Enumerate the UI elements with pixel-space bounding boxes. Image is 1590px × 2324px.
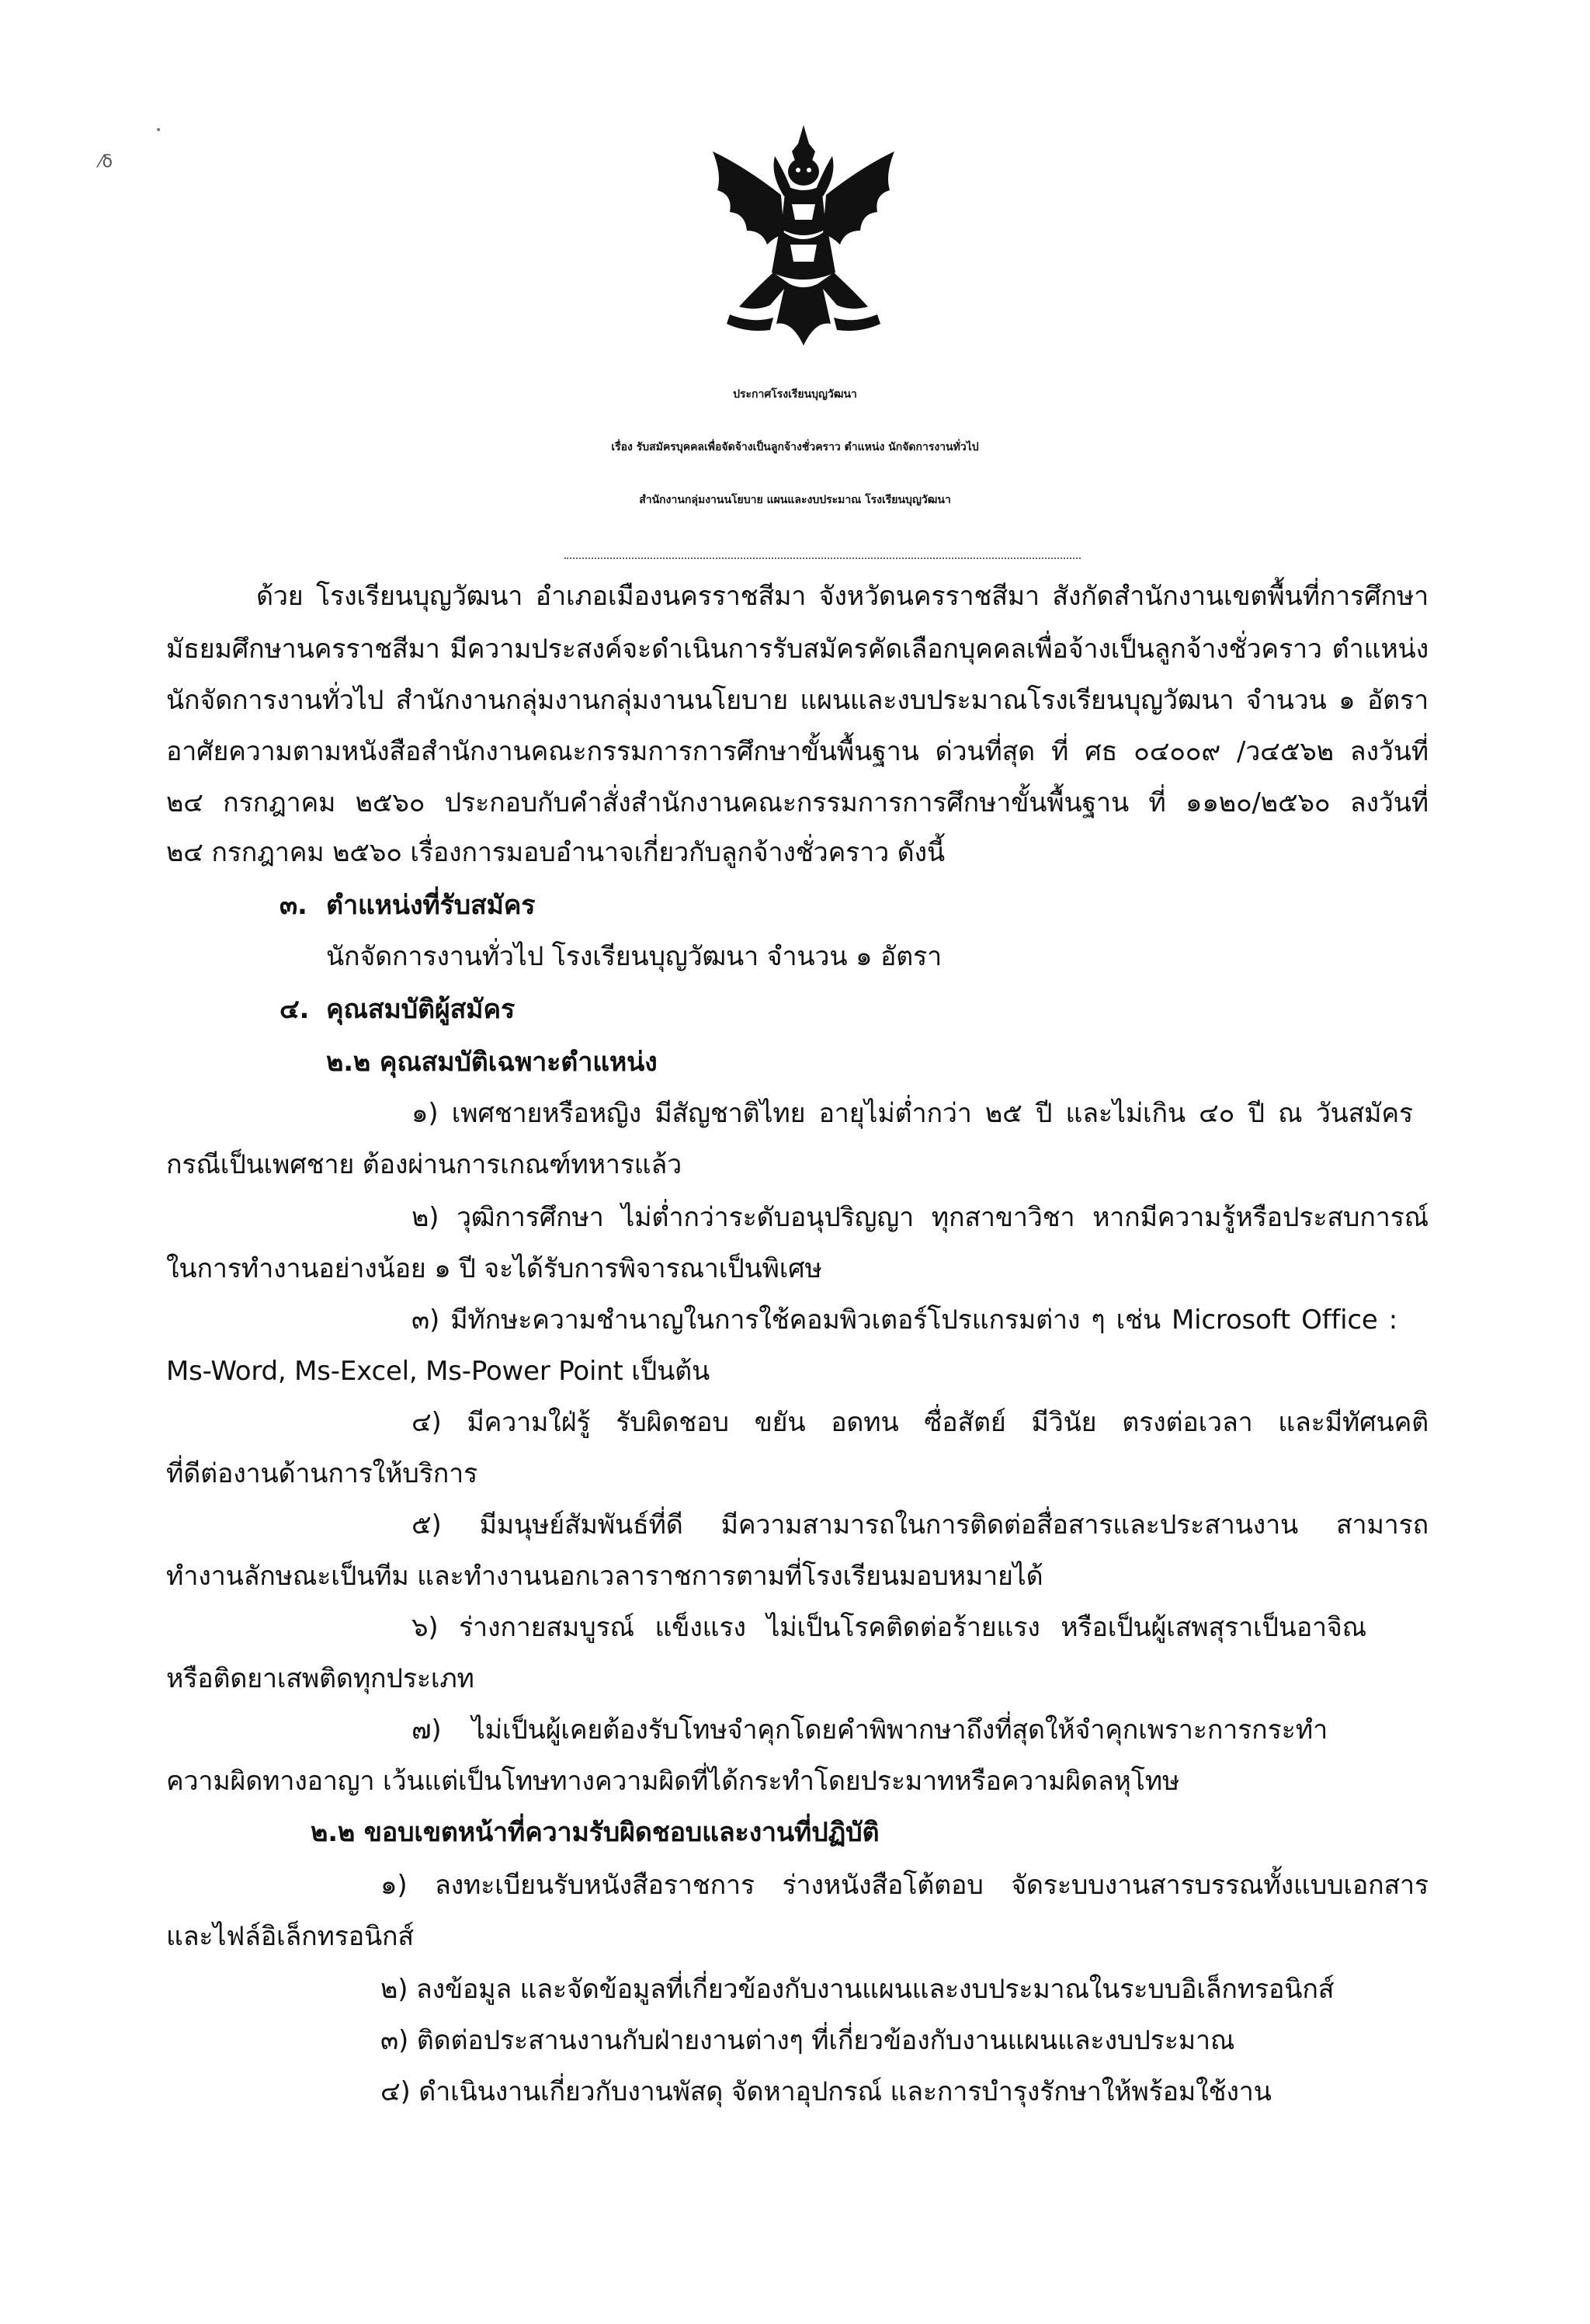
qualification-item-cont: ในการทำงานอย่างน้อย ๑ ปี จะได้รับการพิจารณาเป็นพิเศษ: [166, 1253, 822, 1284]
margin-mark: ⁄δ: [99, 152, 113, 172]
qualification-item: ๗) ไม่เป็นผู้เคยต้องรับโทษจำคุกโดยคำพิพากษาถึงที่สุดให้จำคุกเพราะการกระทำ: [411, 1714, 1328, 1746]
duty-item: ๔) ดำเนินงานเกี่ยวกับงานพัสดุ จัดหาอุปกรณ์ และการบำรุงรักษาให้พร้อมใช้งาน: [380, 2076, 1272, 2107]
garuda-emblem-icon: [699, 120, 908, 353]
qualification-item: ๖) ร่างกายสมบูรณ์ แข็งแรง ไม่เป็นโรคติดต่อร้ายแรง หรือเป็นผู้เสพสุราเป็นอาจิณ: [411, 1612, 1366, 1643]
qualification-item-cont: ทำงานลักษณะเป็นทีม และทำงานนอกเวลาราชการตามที่โรงเรียนมอบหมายได้: [166, 1561, 1043, 1592]
announcement-subject: เรื่อง รับสมัครบุคคลเพื่อจัดจ้างเป็นลูกจ้างชั่วคราว ตำแหน่ง นักจัดการงานทั่วไป: [611, 441, 979, 453]
section-number: ๔.: [279, 994, 310, 1025]
qualification-item-cont: หรือติดยาเสพติดทุกประเภท: [166, 1663, 474, 1694]
scan-speck: •: [155, 124, 162, 137]
qualification-item: ๓) มีทักษะความชำนาญในการใช้คอมพิวเตอร์โปรแกรมต่าง ๆ เช่น Microsoft Office :: [411, 1304, 1397, 1336]
intro-line: ๒๔ กรกฎาคม ๒๕๖๐ เรื่องการมอบอำนาจเกี่ยวกับลูกจ้างชั่วคราว ดังนี้: [166, 837, 945, 868]
duty-item: ๑) ลงทะเบียนรับหนังสือราชการ ร่างหนังสือโต้ตอบ จัดระบบงานสารบรรณทั้งแบบเอกสาร: [380, 1870, 1429, 1901]
section-heading: คุณสมบัติผู้สมัคร: [326, 994, 516, 1025]
qualification-item: ๑) เพศชายหรือหญิง มีสัญชาติไทย อายุไม่ต่ำกว่า ๒๕ ปี และไม่เกิน ๔๐ ปี ณ วันสมัคร: [411, 1098, 1413, 1129]
duty-item: ๒) ลงข้อมูล และจัดข้อมูลที่เกี่ยวข้องกับงานแผนและงบประมาณในระบบอิเล็กทรอนิกส์: [380, 1974, 1335, 2005]
qualification-item: ๔) มีความใฝ่รู้ รับผิดชอบ ขยัน อดทน ซื่อสัตย์ มีวินัย ตรงต่อเวลา และมีทัศนคติ: [411, 1407, 1429, 1438]
duty-item: ๓) ติดต่อประสานงานกับฝ่ายงานต่างๆ ที่เกี่ยวข้องกับงานแผนและงบประมาณ: [380, 2025, 1235, 2056]
subsection-heading: ๒.๒ ขอบเขตหน้าที่ความรับผิดชอบและงานที่ปฏิบัติ: [311, 1817, 880, 1848]
intro-line: ด้วย โรงเรียนบุญวัฒนา อำเภอเมืองนครราชสีมา จังหวัดนครราชสีมา สังกัดสำนักงานเขตพื้นที่การศึกษา: [256, 581, 1429, 612]
section-heading: ตำแหน่งที่รับสมัคร: [326, 890, 536, 921]
subsection-heading: ๒.๒ คุณสมบัติเฉพาะตำแหน่ง: [326, 1047, 658, 1078]
intro-line: นักจัดการงานทั่วไป สำนักงานกลุ่มงานกลุ่มงานนโยบาย แผนและงบประมาณโรงเรียนบุญวัฒนา จำนวน ๑ อัตรา: [166, 685, 1429, 716]
qualification-item-cont: กรณีเป็นเพศชาย ต้องผ่านการเกณฑ์ทหารแล้ว: [166, 1149, 682, 1180]
qualification-item-cont: ความผิดทางอาญา เว้นแต่เป็นโทษทางความผิดที่ได้กระทำโดยประมาทหรือความผิดลหุโทษ: [166, 1766, 1180, 1797]
section-number: ๓.: [279, 890, 307, 921]
announcement-office: สำนักงานกลุ่มงานนโยบาย แผนและงบประมาณ โรงเรียนบุญวัฒนา: [639, 494, 951, 506]
qualification-item-cont: Ms-Word, Ms-Excel, Ms-Power Point เป็นต้น: [166, 1356, 710, 1387]
position-detail: นักจัดการงานทั่วไป โรงเรียนบุญวัฒนา จำนวน ๑ อัตรา: [326, 941, 943, 972]
header-divider: [564, 558, 1081, 559]
announcement-title: ประกาศโรงเรียนบุญวัฒนา: [733, 388, 857, 401]
duty-item-cont: และไฟล์อิเล็กทรอนิกส์: [166, 1921, 414, 1952]
intro-line: ๒๔ กรกฎาคม ๒๕๖๐ ประกอบกับคำสั่งสำนักงานคณะกรรมการการศึกษาขั้นพื้นฐาน ที่ ๑๑๒๐/๒๕๖๐ ลงวันที่: [166, 787, 1429, 818]
intro-line: อาศัยความตามหนังสือสำนักงานคณะกรรมการการศึกษาขั้นพื้นฐาน ด่วนที่สุด ที่ ศธ ๐๔๐๐๙ /ว๔๕๖๒ ลงวันที่: [166, 736, 1429, 767]
intro-line: มัธยมศึกษานครราชสีมา มีความประสงค์จะดำเนินการรับสมัครคัดเลือกบุคคลเพื่อจ้างเป็นลูกจ้างชั่วคราว ตำแหน่ง: [166, 634, 1429, 665]
qualification-item-cont: ที่ดีต่องานด้านการให้บริการ: [166, 1458, 478, 1489]
qualification-item: ๕) มีมนุษย์สัมพันธ์ที่ดี มีความสามารถในการติดต่อสื่อสารและประสานงาน สามารถ: [411, 1509, 1429, 1541]
qualification-item: ๒) วุฒิการศึกษา ไม่ต่ำกว่าระดับอนุปริญญา ทุกสาขาวิชา หากมีความรู้หรือประสบการณ์: [411, 1202, 1429, 1233]
